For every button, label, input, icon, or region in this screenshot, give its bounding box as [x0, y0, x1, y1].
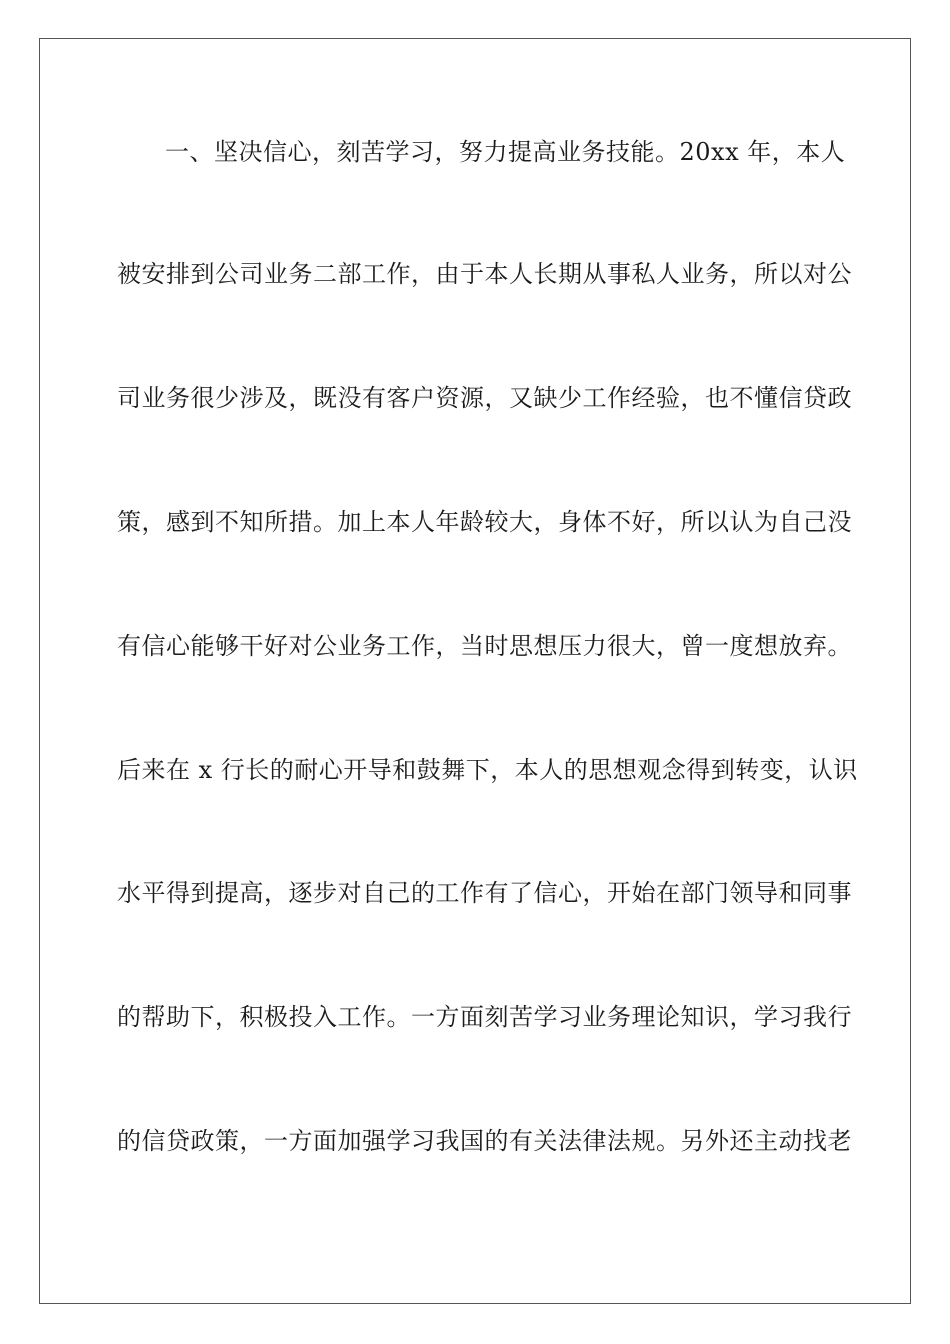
paragraph-line-2: 被安排到公司业务二部工作，由于本人长期从事私人业务，所以对公 [117, 260, 852, 288]
paragraph-line-9: 的信贷政策，一方面加强学习我国的有关法律法规。另外还主动找老 [117, 1127, 852, 1155]
paragraph-line-3: 司业务很少涉及，既没有客户资源，又缺少工作经验，也不懂信贷政 [117, 384, 852, 412]
page-border [39, 38, 911, 1304]
paragraph-line-5: 有信心能够干好对公业务工作，当时思想压力很大，曾一度想放弃。 [117, 632, 852, 660]
paragraph-line-6: 后来在 x 行长的耐心开导和鼓舞下，本人的思想观念得到转变，认识 [117, 756, 858, 784]
paragraph-line-8: 的帮助下，积极投入工作。一方面刻苦学习业务理论知识，学习我行 [117, 1003, 852, 1031]
paragraph-line-7: 水平得到提高，逐步对自己的工作有了信心，开始在部门领导和同事 [117, 879, 852, 907]
paragraph-line-4: 策，感到不知所措。加上本人年龄较大，身体不好，所以认为自己没 [117, 508, 852, 536]
paragraph-line-1: 一、坚决信心，刻苦学习，努力提高业务技能。20xx 年，本人 [165, 138, 846, 166]
